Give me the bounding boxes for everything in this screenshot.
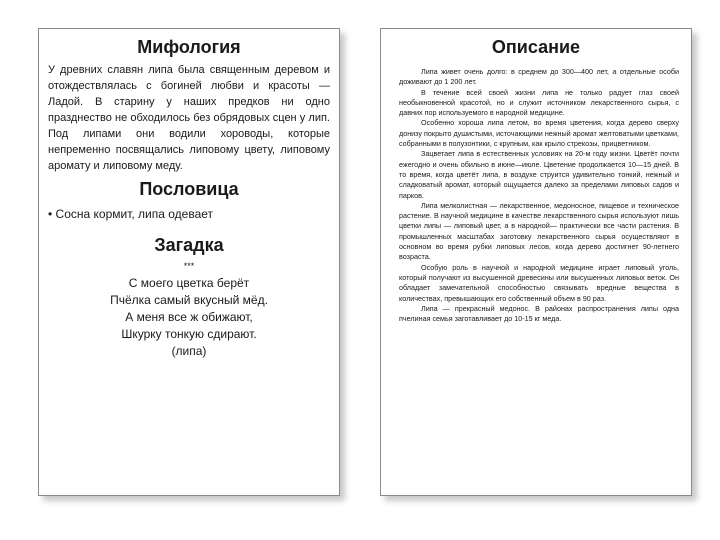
description-panel [380, 28, 692, 496]
riddle-line: А меня все ж обижают, [125, 310, 253, 324]
riddle-line: Пчёлка самый вкусный мёд. [110, 293, 268, 307]
riddle-text [39, 275, 339, 360]
description-title: Описание [491, 37, 581, 57]
riddle-line: С моего цветка берёт [128, 276, 250, 290]
riddle-answer: (липа) [171, 344, 207, 358]
description-paragraph: В течение всей своей жизни липа не только радует глаз своей необыкновенной красотой, но и служит источником лекарственного сырья, с давних пор используемого в народной медицине. [399, 87, 679, 118]
description-paragraph: Липа живет очень долго: в среднем до 300—400 лет, а отдельные особи доживают до 1 200 лет. [399, 67, 679, 87]
mythology-panel [38, 28, 340, 496]
description-paragraph: Липа мелколистная — лекарственное, медоносное, пищевое и техническое растение. В научной медицине в качестве лекарственного сырья используют лишь цветки липы — липовый цвет, а в народной— практически все части растения. В промышленных масштабах заготовку лекарственного сырья осуществляют в основном во время рубки липовых лесов, когда дерево достигнет 90-летнего возраста. [399, 200, 679, 262]
mythology-text: У древних славян липа была священным деревом и отождествлялась с богиней любви и красоты — Ладой. В старину у наших предков ни одно празднество не обходилось без обрядовых сцен у лип. Под липами они водили хороводы, которые непременно посвящались липовому цвету, липовому аромату и липовому меду. [48, 64, 330, 172]
description-paragraph: Особенно хороша липа летом, во время цветения, когда дерево сверху донизу покрыто душистыми, источающими нежный аромат желтоватыми цветками, собранными в полузонтики, с крупным, как крыло стрекозы, прицветником. [399, 118, 679, 149]
description-paragraph: Липа — прекрасный медонос. В районах распространения липы одна пчелиная семья заготавливает до 10-15 кг меда. [399, 303, 679, 324]
proverb-text: • Сосна кормит, липа одевает [48, 207, 214, 221]
riddle-stars: *** [183, 261, 195, 271]
mythology-title: Мифология [137, 37, 241, 57]
proverb-title: Пословица [139, 179, 239, 199]
description-paragraph: Зацветает липа в естественных условиях на 20-м году жизни. Цветёт почти ежегодно и очень обильно в июне—июле. Цветение продолжается 10—15 дней. В то время, когда цветёт липа, в воздухе струится удивительно тонкий, нежный и сладковатый аромат, который ощущается далеко за пределами липовых садов и парков. [399, 149, 679, 200]
description-paragraph: Особую роль в научной и народной медицине играет липовый уголь, который получают из высушенной древесины или высушенных липовых веток. Он обладает замечательной способностью связывать вредные вещества в количествах, превышающих его собственный объем в 90 раз. [399, 262, 679, 303]
riddle-line: Шкурку тонкую сдирают. [121, 327, 257, 341]
description-text [399, 67, 679, 324]
riddle-title: Загадка [154, 235, 224, 255]
